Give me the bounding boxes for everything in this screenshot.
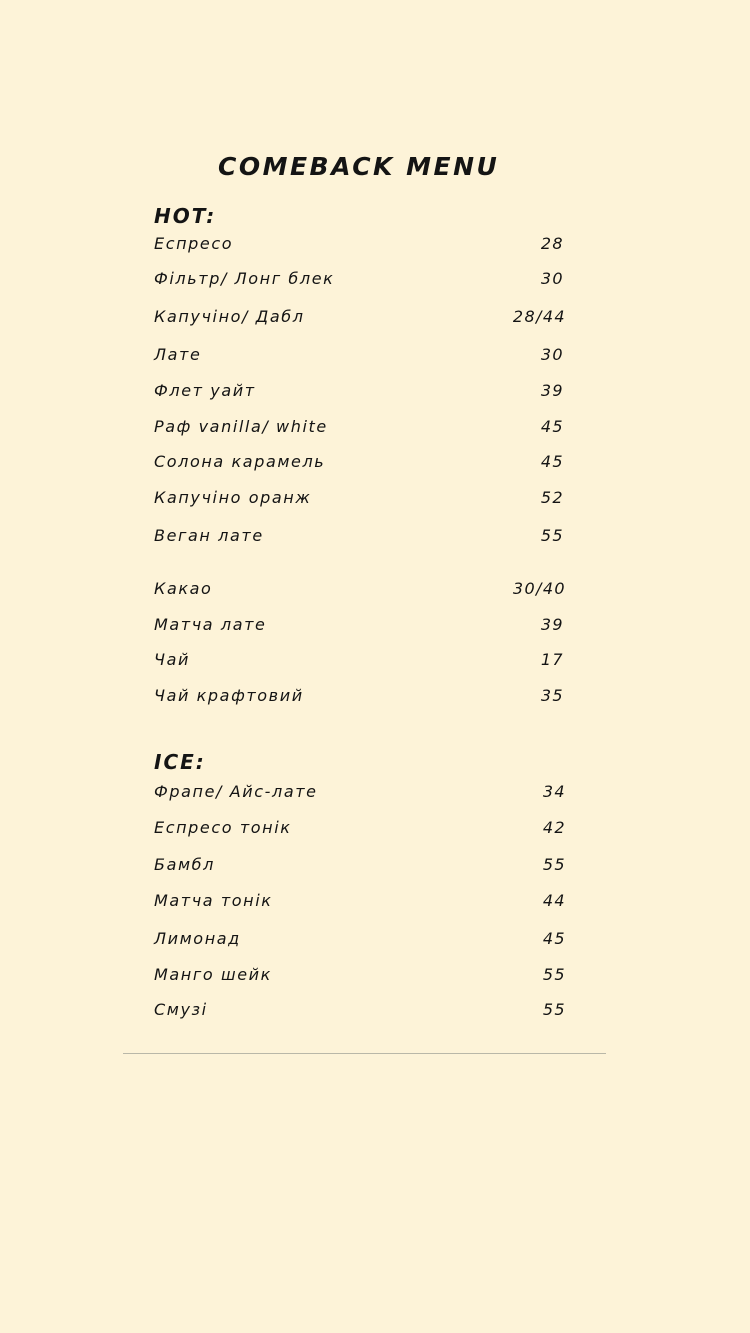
- item-name: Какао: [154, 579, 213, 598]
- item-name: Капучіно/ Дабл: [154, 307, 305, 326]
- item-name: Чай крафтовий: [154, 686, 304, 705]
- menu-item: [154, 615, 566, 639]
- menu-item: [154, 452, 566, 476]
- item-price: 55: [542, 855, 566, 874]
- menu-item: [154, 307, 566, 331]
- menu-title: COMEBACK MENU: [218, 152, 500, 181]
- item-name: Флет уайт: [154, 381, 256, 400]
- item-price: 34: [542, 782, 566, 801]
- item-price: 45: [540, 452, 564, 471]
- item-name: Еспресо тонік: [154, 818, 292, 837]
- menu-item: [154, 818, 566, 842]
- menu-item: [154, 929, 566, 953]
- item-name: Капучіно оранж: [154, 488, 312, 507]
- hot-section-heading: HOT:: [154, 204, 217, 228]
- menu-item: [154, 488, 566, 512]
- item-price: 30/40: [512, 579, 566, 598]
- menu-item: [154, 345, 566, 369]
- menu-item: [154, 686, 566, 710]
- item-price: 39: [540, 381, 564, 400]
- item-price: 42: [542, 818, 566, 837]
- item-name: Раф vanilla/ white: [154, 417, 328, 436]
- item-name: Чай: [154, 650, 190, 669]
- item-name: Бамбл: [154, 855, 215, 874]
- item-name: Солона карамель: [154, 452, 326, 471]
- item-price: 30: [540, 269, 564, 288]
- item-name: Смузі: [154, 1000, 208, 1019]
- menu-item: [154, 269, 566, 293]
- item-price: 28: [540, 234, 564, 253]
- item-price: 55: [542, 965, 566, 984]
- item-name: Манго шейк: [154, 965, 272, 984]
- menu-item: [154, 526, 566, 550]
- menu-item: [154, 381, 566, 405]
- item-name: Лимонад: [154, 929, 241, 948]
- menu-item: [154, 1000, 566, 1024]
- item-name: Лате: [154, 345, 202, 364]
- item-price: 55: [542, 1000, 566, 1019]
- item-name: Фільтр/ Лонг блек: [154, 269, 335, 288]
- item-price: 44: [542, 891, 566, 910]
- item-price: 45: [542, 929, 566, 948]
- item-name: Еспресо: [154, 234, 234, 253]
- item-price: 35: [540, 686, 564, 705]
- item-name: Фрапе/ Айс-лате: [154, 782, 318, 801]
- divider: [123, 1053, 606, 1054]
- item-price: 30: [540, 345, 564, 364]
- item-price: 45: [540, 417, 564, 436]
- item-name: Матча тонік: [154, 891, 273, 910]
- menu-item: [154, 417, 566, 441]
- item-name: Веган лате: [154, 526, 264, 545]
- item-price: 39: [540, 615, 564, 634]
- menu-item: [154, 234, 566, 258]
- menu-item: [154, 855, 566, 879]
- item-price: 17: [540, 650, 564, 669]
- item-price: 28/44: [512, 307, 566, 326]
- menu-item: [154, 891, 566, 915]
- menu-item: [154, 782, 566, 806]
- menu-item: [154, 965, 566, 989]
- ice-section-heading: ICE:: [154, 750, 206, 774]
- menu-item: [154, 579, 566, 603]
- item-price: 52: [540, 488, 564, 507]
- item-price: 55: [540, 526, 564, 545]
- item-name: Матча лате: [154, 615, 267, 634]
- menu-item: [154, 650, 566, 674]
